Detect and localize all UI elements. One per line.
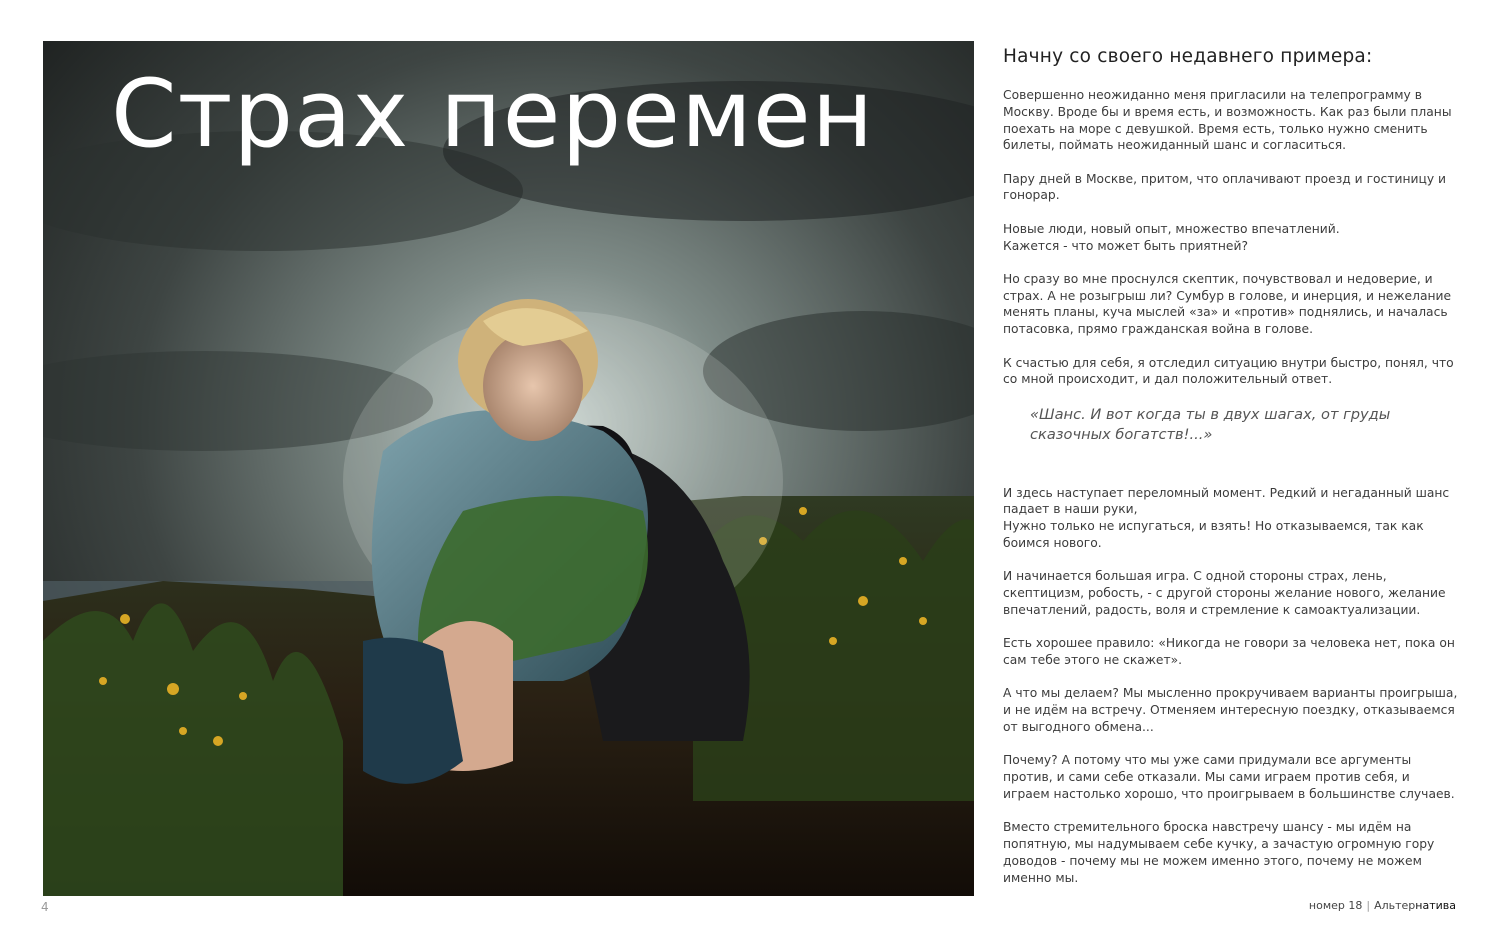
photo-illustration (43, 41, 974, 896)
cover-photo (43, 41, 974, 896)
article-column (1003, 46, 1459, 903)
page-number: 4 (41, 900, 49, 914)
brand-part2: натива (1415, 899, 1456, 912)
article-title: Начну со своего недавнего примера: (1003, 46, 1373, 67)
paragraph: И начинается большая игра. С одной стороны страх, лень, скептицизм, робость, - с другой стороны желание нового, желание впечатлений, радость, воля и стремление к самоактуализации. (1003, 569, 1446, 617)
pull-quote: «Шанс. И вот когда ты в двух шагах, от груды сказочных богатств!...» (1030, 405, 1391, 443)
paragraph: И здесь наступает переломный момент. Редкий и негаданный шанс падает в наши руки, Нужно только не испугаться, и взять! Но отказываемся, так как боимся нового. (1003, 485, 1450, 551)
footer-separator: | (1366, 899, 1371, 912)
paragraph: Но сразу во мне проснулся скептик, почувствовал и недоверие, и страх. А не розыгрыш ли? Сумбур в голове, и инерция, и нежелание менять планы, куча мыслей «за» и «против» поднялись, и началась потасовка, прямо гражданская война в голове. (1003, 271, 1452, 337)
headline: Страх перемен (111, 60, 875, 169)
paragraph: Почему? А потому что мы уже сами придумали все аргументы против, и сами себе отказали. Мы сами играем против себя, и играем настолько хорошо, что проигрываем в большинстве случаев. (1003, 753, 1455, 801)
paragraph: Пару дней в Москве, притом, что оплачивают проезд и гостиницу и гонорар. (1003, 171, 1447, 203)
paragraph: К счастью для себя, я отследил ситуацию внутри быстро, понял, что со мной происходит, и дал положительный ответ. (1003, 355, 1454, 387)
paragraph: А что мы делаем? Мы мысленно прокручиваем варианты проигрыша, и не идём на встречу. Отменяем интересную поездку, отказываемся от выгодного обмена... (1003, 686, 1458, 734)
footer-issue (1309, 899, 1456, 912)
paragraph: Вместо стремительного броска навстречу шансу - мы идём на попятную, мы надумываем себе кучку, а зачастую огромную гору доводов - почему мы не можем именно этого, почему не можем именно мы. (1003, 820, 1435, 885)
issue-label: номер 18 (1308, 899, 1363, 912)
brand-part1: Альтер (1374, 899, 1416, 912)
paragraph: Новые люди, новый опыт, множество впечатлений. Кажется - что может быть приятней? (1003, 221, 1340, 253)
paragraph: Есть хорошее правило: «Никогда не говори за человека нет, пока он сам тебе этого не скажет». (1003, 636, 1455, 668)
paragraph: Совершенно неожиданно меня пригласили на телепрограмму в Москву. Вроде бы и время есть, и возможность. Как раз были планы поехать на море с девушкой. Время есть, только нужно сменить билеты, поймать неожиданный шанс и согласиться. (1003, 88, 1452, 153)
child-face (483, 331, 583, 441)
